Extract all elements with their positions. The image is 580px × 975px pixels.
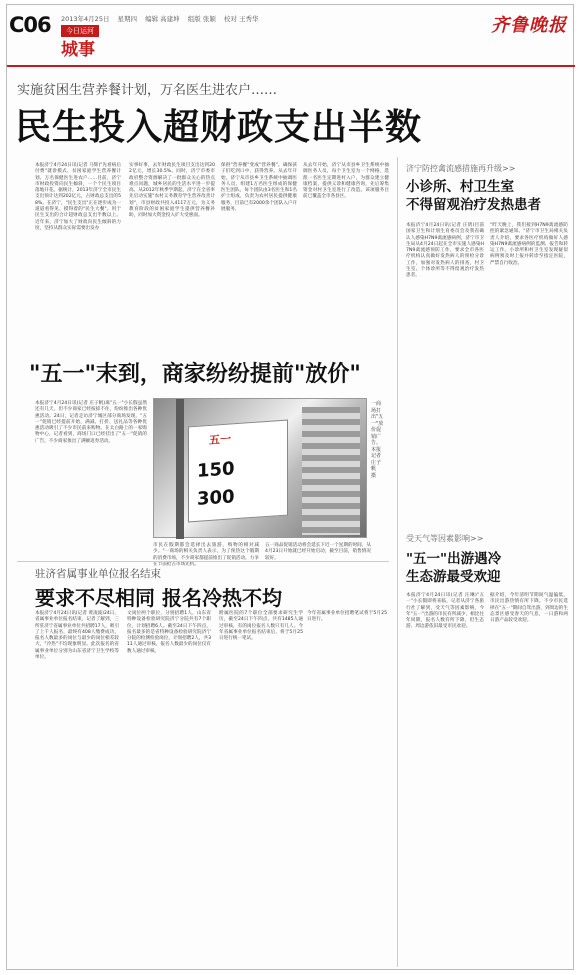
- promo-sign: [188, 420, 288, 523]
- recruit-column-3: 附属医院的7个职位全部要求研究生学历，截至24日下午四点，共有1485人通过审核，有的岗位报名人数只有几人。今年省属事业单位报名结束后，将于5月25日进行统一笔试。: [219, 611, 303, 642]
- issue-weekday: 星期四: [117, 15, 138, 23]
- issue-date: 2013年4月25日: [61, 15, 110, 23]
- photo-pole: [176, 399, 184, 539]
- travel-column-1: 本报济宁4月24日讯(记者 汪琳)"五一"小长假即将来临，记者从济宁各旅行社了解到，受天气等因素影响，今年"五一"出游的市民有所减少，相比往年同期，报名人数有所下降，但生态游、周边游依旧最受市民欢迎。: [406, 593, 484, 630]
- lead-column-2: 实事好事，去年财政民生项目支出达到202亿元，增长30.5%。同时，济宁市委市政府整合资源解决了一批群众关心的热点难点问题，城乡居民的生活水平进一步提高。从2012年秋季学期起，济宁在全省率先启动实施"农村义务教育学生营养改善计划"，市县财政共投入4117万元，为义务教育阶段的贫困家庭学生提供营养餐补助，同时加大资金投入扩大受惠面。: [129, 163, 215, 219]
- recruit-column-2: 文岗位两个职位，分别招聘1人，山东省特种设备检验研究院济宁分院共有7个职位，计划招聘6人。截至24日下午四点，报名最多的是省特种设备检验研究院济宁分院的检测检验岗位，计划招聘2人，共311人通过审核，报名人数最少的岗位仅有数人通过审核。: [127, 611, 211, 654]
- editor-credit: 编辑 高建坤: [145, 15, 180, 23]
- avian-flu-kicker: 济宁防控禽流感措施再升级>>: [406, 164, 516, 173]
- lead-column-3: 保供"营养餐"变成"营养餐"。确保孩子们吃到口中、获得营养。从去年开始，济宁从市县乡卫生系统中抽调医务人员，组建1万名医生组成的保健医生团队，每个团队由3名医生和1名护士组成，负责为农村居民提供健康服务，目前已有2000余个团队入户开展服务。: [221, 163, 298, 213]
- store-promotion-photo: [153, 398, 367, 538]
- section-title: 城事: [61, 40, 95, 60]
- recruit-headline: 要求不尽相同 报名冷热不均: [35, 586, 282, 610]
- lead-column-1: 本报济宁4月24日讯(记者 马辉)"先看病后付费"就诊模式、贫困家庭学生营养餐计划、万名保健医生进农户……目前，济宁市财政投资向民生倾斜，一个个民生项目落地开花。据统计，2013年济宁全市民生支出预计达到202亿元，占财政总支出的58%。在济宁，"民生支出"正在逐步成为一道道看得见、摸得着的"民生大餐"。用于民生支出的合计超财政总支出半数以上。近年来，济宁加大了财政向民生倾斜的力度，坚持从群众实际需要出发办: [35, 163, 121, 231]
- holiday-sale-column-3: 五一商品促销活动将会延长下近一个星期的时间，从4月23日开始就已经开始启动，截至目前，销售情况较好。: [265, 543, 371, 561]
- right-column: [397, 157, 573, 967]
- travel-kicker: 受天气等因素影响>>: [406, 534, 484, 543]
- lead-kicker: 实施贫困生营养餐计划，万名医生进农户……: [17, 83, 278, 98]
- promo-sign-300: 300: [197, 486, 235, 510]
- proof-credit: 校对 王秀华: [223, 15, 259, 23]
- lead-headline: 民生投入超财政支出半数: [15, 107, 423, 148]
- travel-headline-2: 生态游最受欢迎: [406, 569, 501, 585]
- promo-sign-title: 五一: [209, 432, 231, 448]
- issue-meta: [61, 14, 265, 23]
- section-tag: 今日运河: [61, 25, 99, 37]
- photo-shelf: [302, 407, 360, 535]
- header-rule: [7, 65, 575, 67]
- photo-caption: 一商场打出"五一"放价促销广告。本报记者 庄子帆 摄: [371, 401, 384, 479]
- holiday-sale-column-2: 市民在假期都会选择出去旅游，购物的相对减少。"一商场的相关负责人表示，为了预热这个假期的消费市场，不少商家都提前推出了促销活动，力争在节前抢占市场先机。: [153, 543, 259, 567]
- newspaper-page: [6, 4, 574, 970]
- recruit-kicker: 驻济省属事业单位报名结束: [35, 568, 161, 580]
- recruit-column-4: 今年省属事业单位招聘笔试将于5月25日进行。: [307, 611, 387, 623]
- travel-headline-1: "五一"出游遇冷: [406, 551, 502, 567]
- brand-logo: 齐鲁晚报: [491, 15, 567, 36]
- section-divider: [17, 561, 389, 562]
- avian-flu-headline-1: 小诊所、村卫生室: [406, 179, 514, 195]
- avian-flu-column-1: 本报济宁4月24日讯(记者 庄倩)目前国家卫生和计划生育委员会及我省确认人感染H7N9禽流感病例，济宁市卫生局从4月24日起在全市实施人感染H7N9禽流感预防工作，要求全市各医疗机构认真做好发热病人的预检分诊工作，加强对发热病人的排查，村卫生室、个体诊所等不得留观治疗发热患者。: [406, 223, 484, 279]
- lead-column-4: 从去年开始，济宁从市县乡卫生系统中抽调医务人员，每个卫生室为一个网格，选派一名医生定期进村入户，为群众建立健康档案，提供义诊和健康咨询，先后筹集资金对村卫生室进行了改造。该项服务目前已覆盖全市各县区。: [303, 163, 389, 200]
- recruit-column-1: 本报济宁4月24日讯(记者 黄凌波)24日，省属事业单位报名结束，记者了解到，三所驻济宁省属事业单位共招聘17人，吸引了上千人报名，最终有408人缴费成功，报名人数最多的岗位与最少的岗位相差较大，"冷热"不均现象明显。此次报名的省属事业单位分别为山东省济宁卫生学校等单位。: [35, 611, 119, 661]
- holiday-sale-column-1: 本报济宁4月24日讯(记者 庄子帆)离"五一"小长假虽然还有几天，但不少商家已经按捺不住，纷纷推出各种优惠活动。24日，记者走访济宁城区部分商场发现，"五一"促销已经提前开始，满减、打折、送礼品等各种优惠活动吸引了不少市民前来购物。在太白路上的一家购物中心，记者看到，商场门口已经挂出了"五一"促销的广告，不少商家推出了满额返券活动。: [35, 401, 147, 444]
- avian-flu-column-2: "昨天晚上，我们接到H7N9禽流感防控的紧急通知。"济宁市卫生局相关负责人介绍，要求各医疗机构做好人感染H7N9禽流感病例的监测、报告和转运工作。小诊所和村卫生室发现疑似病例须及时上报并转诊至指定医院，严禁自行收治。: [490, 223, 568, 266]
- promo-sign-150: 150: [197, 458, 235, 482]
- page-number: C06: [9, 13, 51, 37]
- holiday-sale-headline: "五一"末到，商家纷纷提前"放价": [29, 362, 361, 387]
- designer-credit: 组版 张颖: [187, 15, 216, 23]
- travel-column-2: 据介绍，今年清明节期间气温偏低，市民出游热情有所下降。不少市民选择在"五一"期间自驾出游，到周边的生态景区感受春天的气息，一日游和两日游产品较受欢迎。: [490, 593, 568, 624]
- page-header: [7, 5, 575, 67]
- avian-flu-headline-2: 不得留观治疗发热患者: [406, 197, 541, 213]
